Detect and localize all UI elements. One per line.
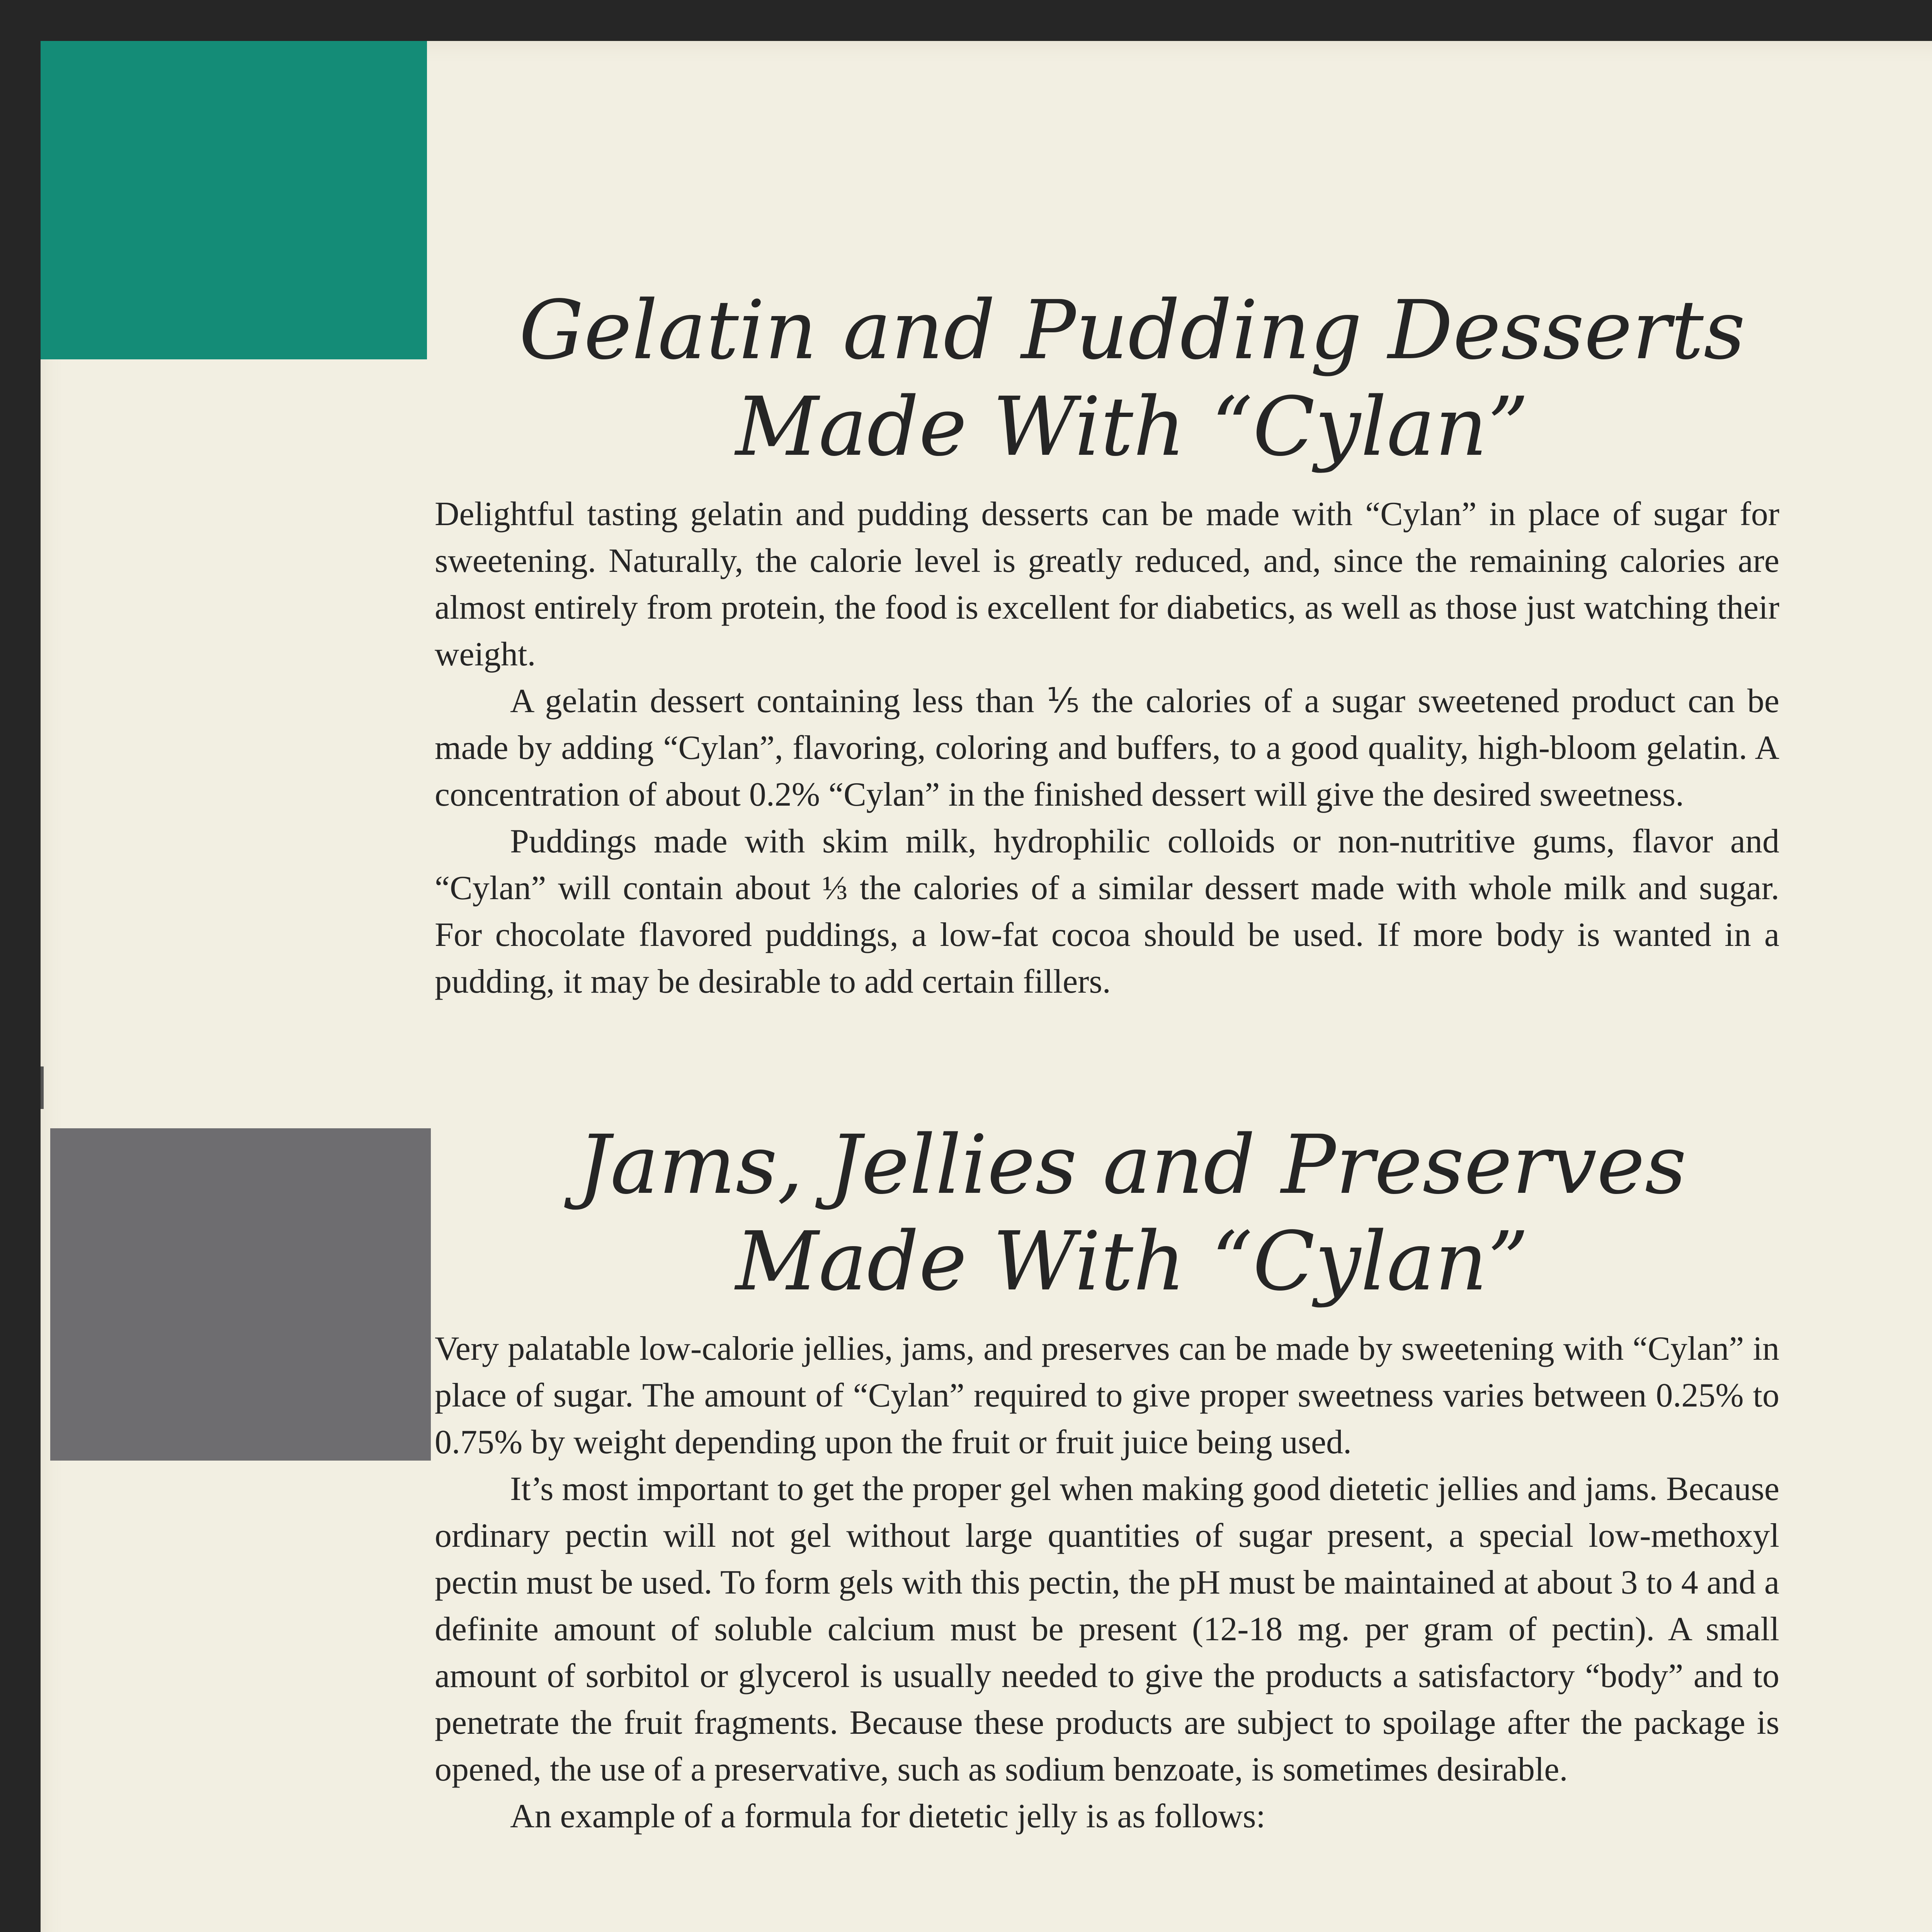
binding-mark <box>41 1066 44 1109</box>
teal-corner-block <box>41 41 427 359</box>
section-heading-jams <box>437 1117 1828 1310</box>
paragraph: Puddings made with skim milk, hydrophilic colloids or non-nutritive gums, flavor and “Cylan” will contain about ⅓ the calories of a similar dessert made with whole milk and sugar. For chocolate flavored puddings, a low-fat cocoa should be used. If more body is wanted in a pudding, it may be desirable to add certain fillers. <box>435 823 1779 1000</box>
paragraph: Delightful tasting gelatin and pudding desserts can be made with “Cylan” in place of sugar for sweetening. Naturally, the calorie level is greatly reduced, and, since the remaining calories are almost entirely from protein, the food is excellent for diabetics, as well as those just watching their weight. <box>435 495 1779 673</box>
paragraph: An example of a formula for dietetic jelly is as follows: <box>510 1798 1265 1835</box>
gelatin-section-body <box>435 491 1779 1005</box>
section-heading-gelatin <box>437 282 1828 475</box>
heading-line: Jams, Jellies and Preserves <box>578 1117 1687 1212</box>
paragraph: Very palatable low-calorie jellies, jams, and preserves can be made by sweetening with “Cylan” in place of sugar. The amount of “Cylan” required to give proper sweetness varies between 0.25% to 0.75% by weight depending upon the fruit or fruit juice being used. <box>435 1330 1779 1461</box>
paragraph: It’s most important to get the proper gel when making good dietetic jellies and jams. Because ordinary pectin will not gel without large quantities of sugar present, a special low-methoxyl pectin must be used. To form gels with this pectin, the pH must be maintained at about 3 to 4 and a definite amount of soluble calcium must be present (12-18 mg. per gram of pectin). A small amount of sorbitol or glycerol is usually needed to give the products a satisfactory “body” and to penetrate the fruit fragments. Because these products are subject to spoilage after the package is opened, the use of a preservative, such as sodium benzoate, is sometimes desirable. <box>435 1470 1779 1788</box>
paragraph: A gelatin dessert containing less than ⅕ the calories of a sugar sweetened product can be made by adding “Cylan”, flavoring, coloring and buffers, to a good quality, high-bloom gelatin. A concentration of about 0.2% “Cylan” in the finished dessert will give the desired sweetness. <box>435 682 1779 813</box>
gray-accent-block <box>50 1128 431 1461</box>
heading-line: Made With “Cylan” <box>735 1214 1529 1309</box>
heading-line: Gelatin and Pudding Desserts <box>519 283 1745 378</box>
heading-line: Made With “Cylan” <box>735 379 1529 474</box>
jams-section-body <box>435 1325 1779 1840</box>
